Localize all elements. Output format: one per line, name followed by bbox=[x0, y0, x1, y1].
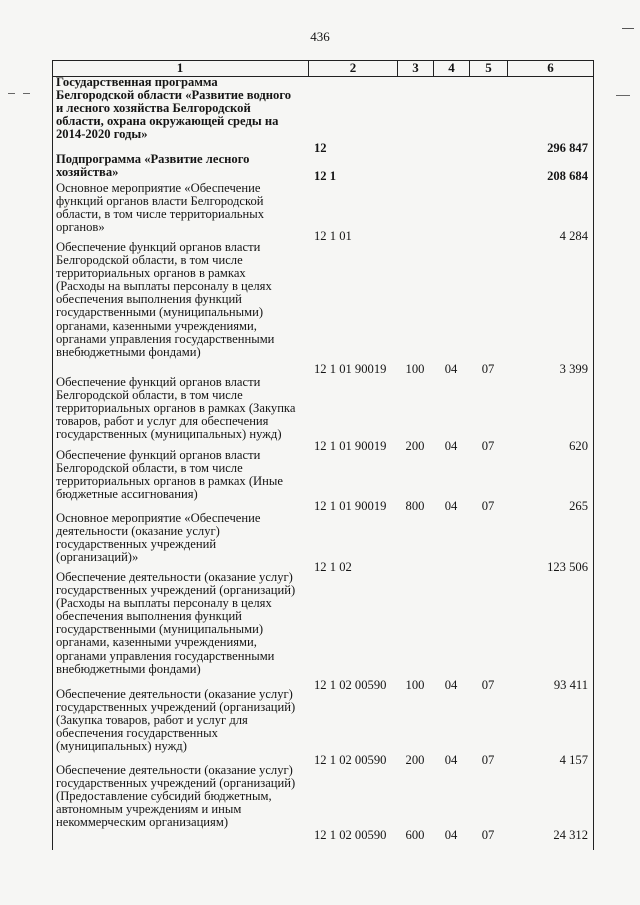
row-subsection: 07 bbox=[481, 753, 495, 767]
row-expense-type: 200 bbox=[405, 439, 425, 453]
row-subsection: 07 bbox=[481, 439, 495, 453]
column-header-6: 6 bbox=[547, 60, 554, 75]
margin-dash bbox=[8, 93, 15, 94]
row-amount: 208 684 bbox=[547, 169, 588, 183]
margin-dash bbox=[616, 95, 630, 96]
page-number: 436 bbox=[310, 29, 330, 44]
row-section: 04 bbox=[444, 362, 458, 376]
row-amount: 620 bbox=[569, 439, 588, 453]
row-amount: 24 312 bbox=[553, 828, 588, 842]
column-header-1: 1 bbox=[176, 60, 184, 75]
margin-dash bbox=[23, 93, 30, 94]
row-name: Основное мероприятие «Обеспечение деятельности (оказание услуг) государственных учреждений (организаций)» bbox=[56, 511, 261, 565]
column-header-5: 5 bbox=[485, 60, 492, 75]
row-code: 12 1 02 00590 bbox=[314, 753, 387, 767]
row-name: Обеспечение деятельности (оказание услуг) государственных учреждений (организаций) (Расходы на выплаты персоналу в целях обеспечения выполнения функций государственными (муниципальными) органами, казенными учреждениями, органами управления государственными внебюджетными фондами) bbox=[56, 570, 296, 676]
row-expense-type: 600 bbox=[405, 828, 425, 842]
row-subsection: 07 bbox=[481, 828, 495, 842]
column-header-2: 2 bbox=[349, 60, 357, 75]
row-expense-type: 200 bbox=[405, 753, 425, 767]
row-code: 12 1 01 bbox=[314, 229, 352, 243]
row-name: Основное мероприятие «Обеспечение функций органов власти Белгородской области, в том числе территориальных органов» bbox=[56, 181, 265, 235]
table-border-right bbox=[593, 60, 594, 850]
row-amount: 296 847 bbox=[547, 141, 588, 155]
row-amount: 123 506 bbox=[547, 560, 588, 574]
row-code: 12 1 02 00590 bbox=[314, 678, 387, 692]
row-code: 12 bbox=[314, 141, 327, 155]
row-code: 12 1 bbox=[314, 169, 337, 183]
row-name: Обеспечение деятельности (оказание услуг) государственных учреждений (организаций) (Предоставление субсидий бюджетным, автономным учреждениям и иным некоммерческим организациям) bbox=[56, 763, 296, 830]
row-name: Обеспечение функций органов власти Белгородской области, в том числе территориальных органов в рамках (Расходы на выплаты персоналу в целях обеспечения выполнения функций государственными (муниципальными) органами, казенными учреждениями, органами управления государственными внебюджетными фондами) bbox=[56, 240, 275, 359]
row-subsection: 07 bbox=[481, 499, 495, 513]
row-section: 04 bbox=[444, 753, 458, 767]
row-expense-type: 100 bbox=[405, 678, 425, 692]
row-section: 04 bbox=[444, 439, 458, 453]
row-subsection: 07 bbox=[481, 362, 495, 376]
column-header-4: 4 bbox=[448, 60, 455, 75]
row-code: 12 1 02 bbox=[314, 560, 352, 574]
table-border-left bbox=[52, 60, 53, 850]
row-name: Обеспечение деятельности (оказание услуг) государственных учреждений (организаций) (Закупка товаров, работ и услуг для обеспечения государственных (муниципальных) нужд) bbox=[56, 687, 296, 754]
row-name: Государственная программа Белгородской области «Развитие водного и лесного хозяйства Белгородской области, охрана окружающей среды на 2014-2020 годы» bbox=[56, 75, 292, 142]
row-amount: 4 157 bbox=[559, 753, 588, 767]
row-subsection: 07 bbox=[481, 678, 495, 692]
row-name: Обеспечение функций органов власти Белгородской области, в том числе территориальных органов в рамках (Иные бюджетные ассигнования) bbox=[56, 448, 283, 502]
row-code: 12 1 01 90019 bbox=[314, 499, 387, 513]
row-section: 04 bbox=[444, 499, 458, 513]
row-code: 12 1 01 90019 bbox=[314, 439, 387, 453]
budget-table bbox=[52, 60, 594, 850]
row-amount: 93 411 bbox=[553, 678, 588, 692]
row-code: 12 1 02 00590 bbox=[314, 828, 387, 842]
row-amount: 4 284 bbox=[559, 229, 588, 243]
row-section: 04 bbox=[444, 678, 458, 692]
corner-mark bbox=[622, 28, 634, 35]
row-section: 04 bbox=[444, 828, 458, 842]
row-amount: 265 bbox=[569, 499, 588, 513]
row-code: 12 1 01 90019 bbox=[314, 362, 387, 376]
row-name: Подпрограмма «Развитие лесного хозяйства» bbox=[56, 152, 250, 180]
row-expense-type: 100 bbox=[405, 362, 425, 376]
row-amount: 3 399 bbox=[559, 362, 588, 376]
row-name: Обеспечение функций органов власти Белгородской области, в том числе территориальных органов в рамках (Закупка товаров, работ и услуг для обеспечения государственных (муниципальных) нужд) bbox=[56, 375, 296, 442]
row-expense-type: 800 bbox=[405, 499, 425, 513]
column-header-3: 3 bbox=[412, 60, 419, 75]
